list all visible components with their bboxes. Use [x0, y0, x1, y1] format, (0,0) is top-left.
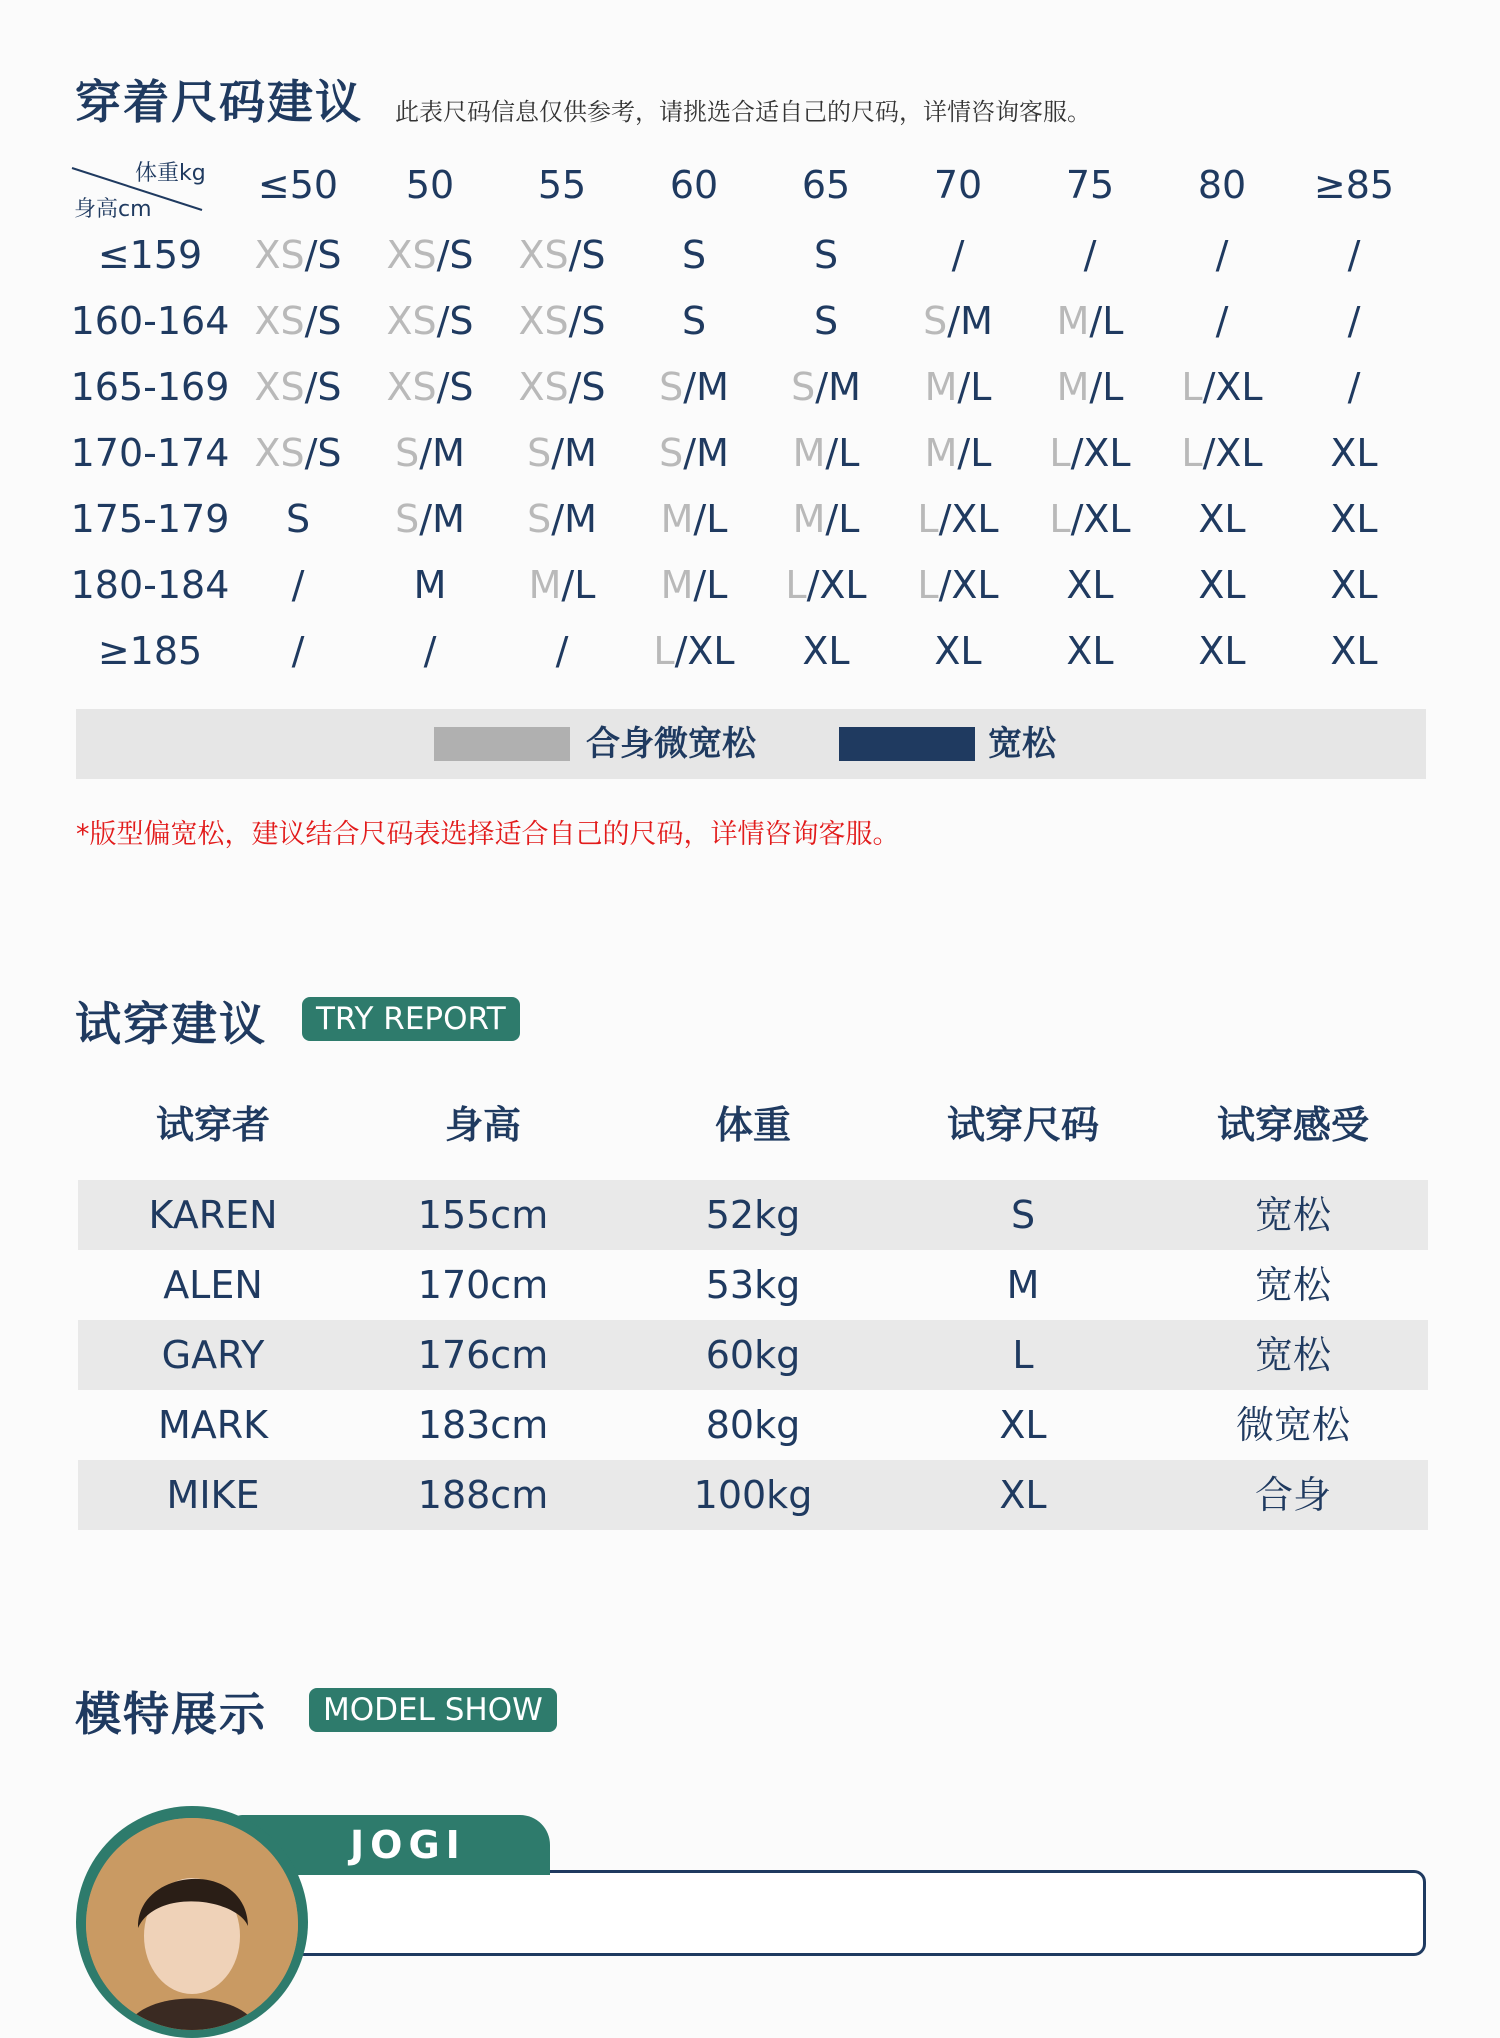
- size-cell: [364, 420, 496, 486]
- size-fit-part: M: [792, 497, 826, 541]
- try-table-row: [78, 1460, 1428, 1530]
- size-cell: [892, 354, 1024, 420]
- size-row: [60, 222, 1440, 288]
- weight-col-header: 50: [405, 163, 455, 207]
- try-table-cell: L: [1012, 1333, 1034, 1377]
- size-loose-part: /M: [815, 365, 861, 409]
- corner-height-label: 身高cm: [74, 197, 152, 222]
- size-cell: [232, 354, 364, 420]
- size-cell: [1156, 288, 1288, 354]
- height-row-header: 165-169: [70, 365, 230, 409]
- size-cell: [628, 420, 760, 486]
- size-cell: [892, 222, 1024, 288]
- size-loose-part: /: [555, 629, 569, 673]
- try-table-cell: ALEN: [163, 1263, 263, 1307]
- size-loose-part: XL: [1066, 629, 1114, 673]
- size-fit-part: S: [527, 431, 552, 475]
- size-loose-part: XL: [1330, 431, 1378, 475]
- size-loose-part: XL: [934, 629, 982, 673]
- size-cell: [1288, 486, 1420, 552]
- size-cell: [1156, 552, 1288, 618]
- size-loose-part: /: [291, 629, 305, 673]
- size-loose-part: /: [1083, 233, 1097, 277]
- height-row-header: ≥185: [97, 629, 203, 673]
- try-col-header: 试穿感受: [1216, 1103, 1369, 1147]
- try-table-cell: 宽松: [1254, 1333, 1331, 1377]
- size-loose-part: XL: [1066, 563, 1114, 607]
- try-table-cell: GARY: [161, 1333, 265, 1377]
- size-loose-part: /XL: [1202, 365, 1263, 409]
- try-table-cell: 宽松: [1254, 1193, 1331, 1237]
- weight-col-header: 70: [933, 163, 983, 207]
- size-loose-part: /S: [568, 299, 606, 343]
- size-loose-part: /: [1347, 299, 1361, 343]
- size-loose-part: S: [285, 497, 311, 541]
- size-cell: [892, 552, 1024, 618]
- model-section-title: 模特展示: [75, 1687, 267, 1741]
- size-loose-part: XL: [1330, 497, 1378, 541]
- size-cell: [496, 288, 628, 354]
- size-cell: [628, 354, 760, 420]
- size-loose-part: XL: [1198, 563, 1246, 607]
- size-cell: [892, 486, 1024, 552]
- height-row-header: 180-184: [70, 563, 230, 607]
- corner-weight-label: 体重kg: [135, 161, 206, 186]
- model-portrait-icon: [86, 1818, 298, 2030]
- loose-swatch: [839, 727, 975, 761]
- size-row: [60, 618, 1440, 684]
- size-cell: [760, 552, 892, 618]
- size-fit-part: XS: [254, 365, 305, 409]
- size-cell: [364, 486, 496, 552]
- size-fit-part: S: [791, 365, 816, 409]
- size-loose-part: /: [1347, 365, 1361, 409]
- size-fit-part: S: [659, 365, 684, 409]
- size-fit-part: S: [527, 497, 552, 541]
- size-cell: [1024, 486, 1156, 552]
- size-cell: [496, 222, 628, 288]
- fit-legend: [76, 709, 1426, 779]
- size-cell: [232, 618, 364, 684]
- size-fit-part: L: [1181, 365, 1203, 409]
- size-cell: [232, 222, 364, 288]
- size-fit-part: L: [1049, 431, 1071, 475]
- size-fit-part: XS: [386, 365, 437, 409]
- size-fit-part: XS: [254, 299, 305, 343]
- height-row-header: 170-174: [70, 431, 230, 475]
- size-fit-part: XS: [254, 431, 305, 475]
- size-cell: [1156, 618, 1288, 684]
- try-table-cell: MIKE: [166, 1473, 260, 1517]
- size-cell: [496, 618, 628, 684]
- try-table-cell: KAREN: [148, 1193, 278, 1237]
- height-row-header: 160-164: [70, 299, 230, 343]
- size-cell: [364, 288, 496, 354]
- size-loose-part: /S: [436, 299, 474, 343]
- size-fit-part: XS: [518, 233, 569, 277]
- size-fit-part: S: [659, 431, 684, 475]
- size-fit-part: M: [528, 563, 562, 607]
- size-cell: [1288, 354, 1420, 420]
- size-row: [60, 552, 1440, 618]
- size-loose-part: /M: [683, 431, 729, 475]
- size-fit-part: L: [653, 629, 675, 673]
- size-cell: [1024, 222, 1156, 288]
- size-loose-part: /XL: [674, 629, 735, 673]
- size-loose-part: /L: [825, 431, 860, 475]
- size-cell: [232, 552, 364, 618]
- size-fit-part: M: [1056, 299, 1090, 343]
- weight-col-header: 65: [801, 163, 851, 207]
- try-table-row: [78, 1320, 1428, 1390]
- try-table-cell: S: [1010, 1193, 1036, 1237]
- size-loose-part: /S: [304, 431, 342, 475]
- size-loose-part: XL: [1330, 629, 1378, 673]
- size-fit-part: L: [785, 563, 807, 607]
- size-loose-part: /: [1347, 233, 1361, 277]
- size-fit-part: XS: [386, 233, 437, 277]
- try-table-cell: MARK: [157, 1403, 269, 1447]
- size-cell: [628, 618, 760, 684]
- size-fit-part: M: [1056, 365, 1090, 409]
- size-cell: [760, 222, 892, 288]
- height-row-header: 175-179: [70, 497, 230, 541]
- model-show-tag: MODEL SHOW: [309, 1688, 557, 1732]
- try-table-row: [78, 1390, 1428, 1460]
- size-fit-part: L: [917, 497, 939, 541]
- size-loose-part: /M: [683, 365, 729, 409]
- try-table-row: [78, 1250, 1428, 1320]
- try-col-header: 试穿尺码: [946, 1103, 1099, 1147]
- size-cell: [1288, 618, 1420, 684]
- try-col-header: 试穿者: [155, 1103, 270, 1147]
- size-fit-part: S: [395, 497, 420, 541]
- size-loose-part: /L: [693, 563, 728, 607]
- size-loose-part: S: [813, 299, 839, 343]
- size-fit-part: XS: [518, 365, 569, 409]
- try-table-row: [78, 1180, 1428, 1250]
- try-col-header: 身高: [444, 1103, 521, 1147]
- try-table-cell: M: [1006, 1263, 1040, 1307]
- try-table-cell: 合身: [1254, 1473, 1331, 1517]
- size-cell: [496, 420, 628, 486]
- size-loose-part: /S: [436, 233, 474, 277]
- size-fit-part: S: [923, 299, 948, 343]
- try-table-cell: 100kg: [693, 1473, 813, 1517]
- size-loose-part: /L: [561, 563, 596, 607]
- size-loose-part: /: [1215, 233, 1229, 277]
- size-cell: [1288, 222, 1420, 288]
- size-cell: [364, 552, 496, 618]
- size-fit-part: M: [792, 431, 826, 475]
- size-loose-part: /XL: [806, 563, 867, 607]
- size-loose-part: S: [681, 233, 707, 277]
- weight-col-header: ≥85: [1313, 163, 1395, 207]
- model-info-card: [292, 1870, 1426, 1956]
- size-loose-part: XL: [1330, 563, 1378, 607]
- try-table-cell: XL: [999, 1403, 1047, 1447]
- try-table-cell: 微宽松: [1235, 1403, 1350, 1447]
- fit-legend-label: 合身微宽松: [586, 724, 756, 764]
- height-row-header: ≤159: [97, 233, 203, 277]
- size-loose-part: /: [1215, 299, 1229, 343]
- try-table-cell: 183cm: [417, 1403, 549, 1447]
- size-fit-part: XS: [254, 233, 305, 277]
- size-cell: [1288, 288, 1420, 354]
- size-fit-part: S: [395, 431, 420, 475]
- size-cell: [1024, 618, 1156, 684]
- try-table-cell: 188cm: [417, 1473, 549, 1517]
- size-section-title: 穿着尺码建议: [75, 75, 363, 129]
- size-fit-part: L: [1049, 497, 1071, 541]
- size-loose-part: /M: [419, 431, 465, 475]
- size-loose-part: /S: [568, 365, 606, 409]
- size-loose-part: /L: [825, 497, 860, 541]
- try-table-cell: 155cm: [417, 1193, 549, 1237]
- weight-col-header: ≤50: [257, 163, 339, 207]
- size-loose-part: /: [951, 233, 965, 277]
- size-cell: [496, 552, 628, 618]
- size-fit-part: XS: [518, 299, 569, 343]
- size-row: [60, 288, 1440, 354]
- weight-col-header: 55: [537, 163, 587, 207]
- size-loose-part: M: [413, 563, 447, 607]
- weight-col-header: 80: [1197, 163, 1247, 207]
- size-cell: [760, 288, 892, 354]
- size-cell: [1024, 288, 1156, 354]
- size-fit-part: L: [1181, 431, 1203, 475]
- weight-col-header: 75: [1065, 163, 1115, 207]
- try-table-cell: 176cm: [417, 1333, 549, 1377]
- size-loose-part: /M: [551, 497, 597, 541]
- size-row: [60, 486, 1440, 552]
- size-cell: [892, 420, 1024, 486]
- size-loose-part: /XL: [938, 497, 999, 541]
- size-cell: [1156, 354, 1288, 420]
- try-table-cell: 80kg: [705, 1403, 801, 1447]
- size-cell: [1288, 420, 1420, 486]
- size-cell: [1024, 552, 1156, 618]
- size-cell: [1156, 222, 1288, 288]
- size-cell: [232, 486, 364, 552]
- size-loose-part: XL: [1198, 497, 1246, 541]
- size-loose-part: /XL: [1202, 431, 1263, 475]
- size-loose-part: S: [681, 299, 707, 343]
- size-loose-part: /M: [551, 431, 597, 475]
- size-loose-part: /: [291, 563, 305, 607]
- loose-legend-label: 宽松: [988, 724, 1056, 764]
- try-table-cell: 52kg: [705, 1193, 801, 1237]
- size-cell: [364, 222, 496, 288]
- weight-header-row: [60, 152, 1440, 218]
- size-loose-part: /: [423, 629, 437, 673]
- try-table-cell: 宽松: [1254, 1263, 1331, 1307]
- size-cell: [496, 354, 628, 420]
- size-loose-part: /XL: [938, 563, 999, 607]
- size-loose-part: /XL: [1070, 497, 1131, 541]
- size-loose-part: /M: [947, 299, 993, 343]
- size-cell: [892, 288, 1024, 354]
- fit-swatch: [434, 727, 570, 761]
- size-cell: [628, 552, 760, 618]
- size-loose-part: /L: [957, 431, 992, 475]
- size-section-note: 此表尺码信息仅供参考，请挑选合适自己的尺码，详情咨询客服。: [395, 98, 1091, 126]
- size-cell: [496, 486, 628, 552]
- size-cell: [760, 618, 892, 684]
- size-fit-part: M: [924, 365, 958, 409]
- fit-note: *版型偏宽松，建议结合尺码表选择适合自己的尺码，详情咨询客服。: [76, 819, 900, 850]
- size-loose-part: /S: [568, 233, 606, 277]
- try-table-cell: 53kg: [705, 1263, 801, 1307]
- size-cell: [232, 288, 364, 354]
- size-loose-part: /XL: [1070, 431, 1131, 475]
- size-cell: [364, 618, 496, 684]
- size-cell: [892, 618, 1024, 684]
- size-loose-part: /L: [693, 497, 728, 541]
- size-loose-part: /L: [1089, 299, 1124, 343]
- size-cell: [760, 354, 892, 420]
- size-loose-part: /L: [957, 365, 992, 409]
- size-loose-part: /S: [304, 299, 342, 343]
- size-fit-part: M: [660, 563, 694, 607]
- size-row: [60, 354, 1440, 420]
- model-name: JOGI: [350, 1823, 466, 1867]
- size-cell: [364, 354, 496, 420]
- size-fit-part: M: [660, 497, 694, 541]
- try-table-cell: 60kg: [705, 1333, 801, 1377]
- try-col-header: 体重: [714, 1103, 791, 1147]
- size-cell: [232, 420, 364, 486]
- try-report-tag: TRY REPORT: [302, 997, 520, 1041]
- size-loose-part: /S: [436, 365, 474, 409]
- size-fit-part: M: [924, 431, 958, 475]
- size-cell: [1156, 486, 1288, 552]
- size-cell: [1156, 420, 1288, 486]
- size-cell: [628, 288, 760, 354]
- size-cell: [1288, 552, 1420, 618]
- size-row: [60, 420, 1440, 486]
- size-cell: [628, 222, 760, 288]
- try-table-cell: 170cm: [417, 1263, 549, 1307]
- size-fit-part: XS: [386, 299, 437, 343]
- size-cell: [628, 486, 760, 552]
- size-cell: [760, 486, 892, 552]
- model-avatar: [86, 1818, 298, 2030]
- size-fit-part: L: [917, 563, 939, 607]
- size-cell: [1024, 420, 1156, 486]
- size-loose-part: /S: [304, 365, 342, 409]
- size-loose-part: S: [813, 233, 839, 277]
- size-cell: [1024, 354, 1156, 420]
- size-loose-part: /M: [419, 497, 465, 541]
- try-section-title: 试穿建议: [75, 997, 267, 1051]
- size-loose-part: /L: [1089, 365, 1124, 409]
- size-cell: [760, 420, 892, 486]
- size-loose-part: XL: [1198, 629, 1246, 673]
- try-table-cell: XL: [999, 1473, 1047, 1517]
- size-loose-part: XL: [802, 629, 850, 673]
- size-loose-part: /S: [304, 233, 342, 277]
- weight-col-header: 60: [669, 163, 719, 207]
